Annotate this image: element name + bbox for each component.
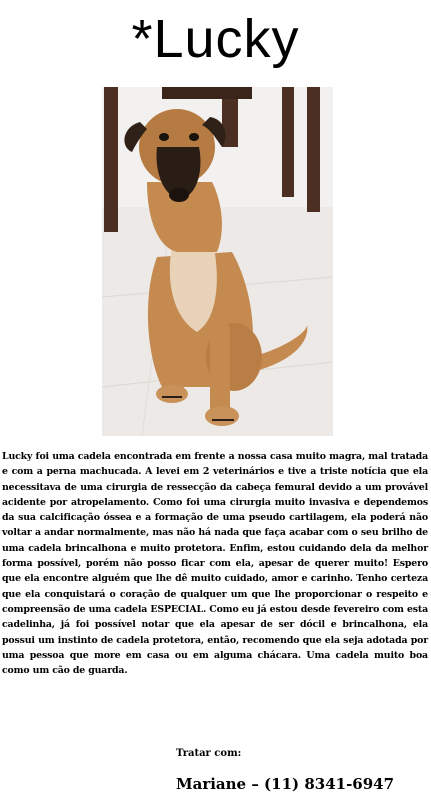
story-text: Lucky foi uma cadela encontrada em frente a nossa casa muito magra, mal tratada e com a perna machucada. A levei em 2 veterinários e tive a triste notícia que ela necessitava de uma cirurgia de ressecção da cabeça femural devido a um provável acidente por atropelamento. Como foi uma cirurgia muito invasiva e dependemos da sua calcificação óssea e a formação de uma pseudo cartilagem, ela poderá não voltar a andar normalmente, mas não há nada que faça acabar com o seu brilho de uma cadela brincalhona e muito protetora. Enfim, estou cuidando dela da melhor forma possível, porém não posso ficar com ela, apesar de querer muito! Espero que ela encontre alguém que lhe dê muito cuidado, amor e carinho. Tenho certeza que ela conquistará o coração de qualquer um que lhe proporcionar o respeito e compreensão de uma cadela ESPECIAL. Como eu já estou desde fevereiro com esta cadelinha, já foi possível notar que ela apesar de ser dócil e brincalhona, ela possui um instinto de cadela protetora, então, recomendo que ela seja adotada por uma pessoa que more em casa ou em alguma chácara. Uma cadela muito boa como um cão de guarda. — [2, 451, 428, 677]
dog-photo — [102, 87, 333, 436]
contact-label: Tratar com: — [176, 748, 242, 759]
contact-phone: Mariane – (11) 8341-6947 — [176, 775, 395, 793]
page-title: *Lucky — [131, 9, 300, 69]
